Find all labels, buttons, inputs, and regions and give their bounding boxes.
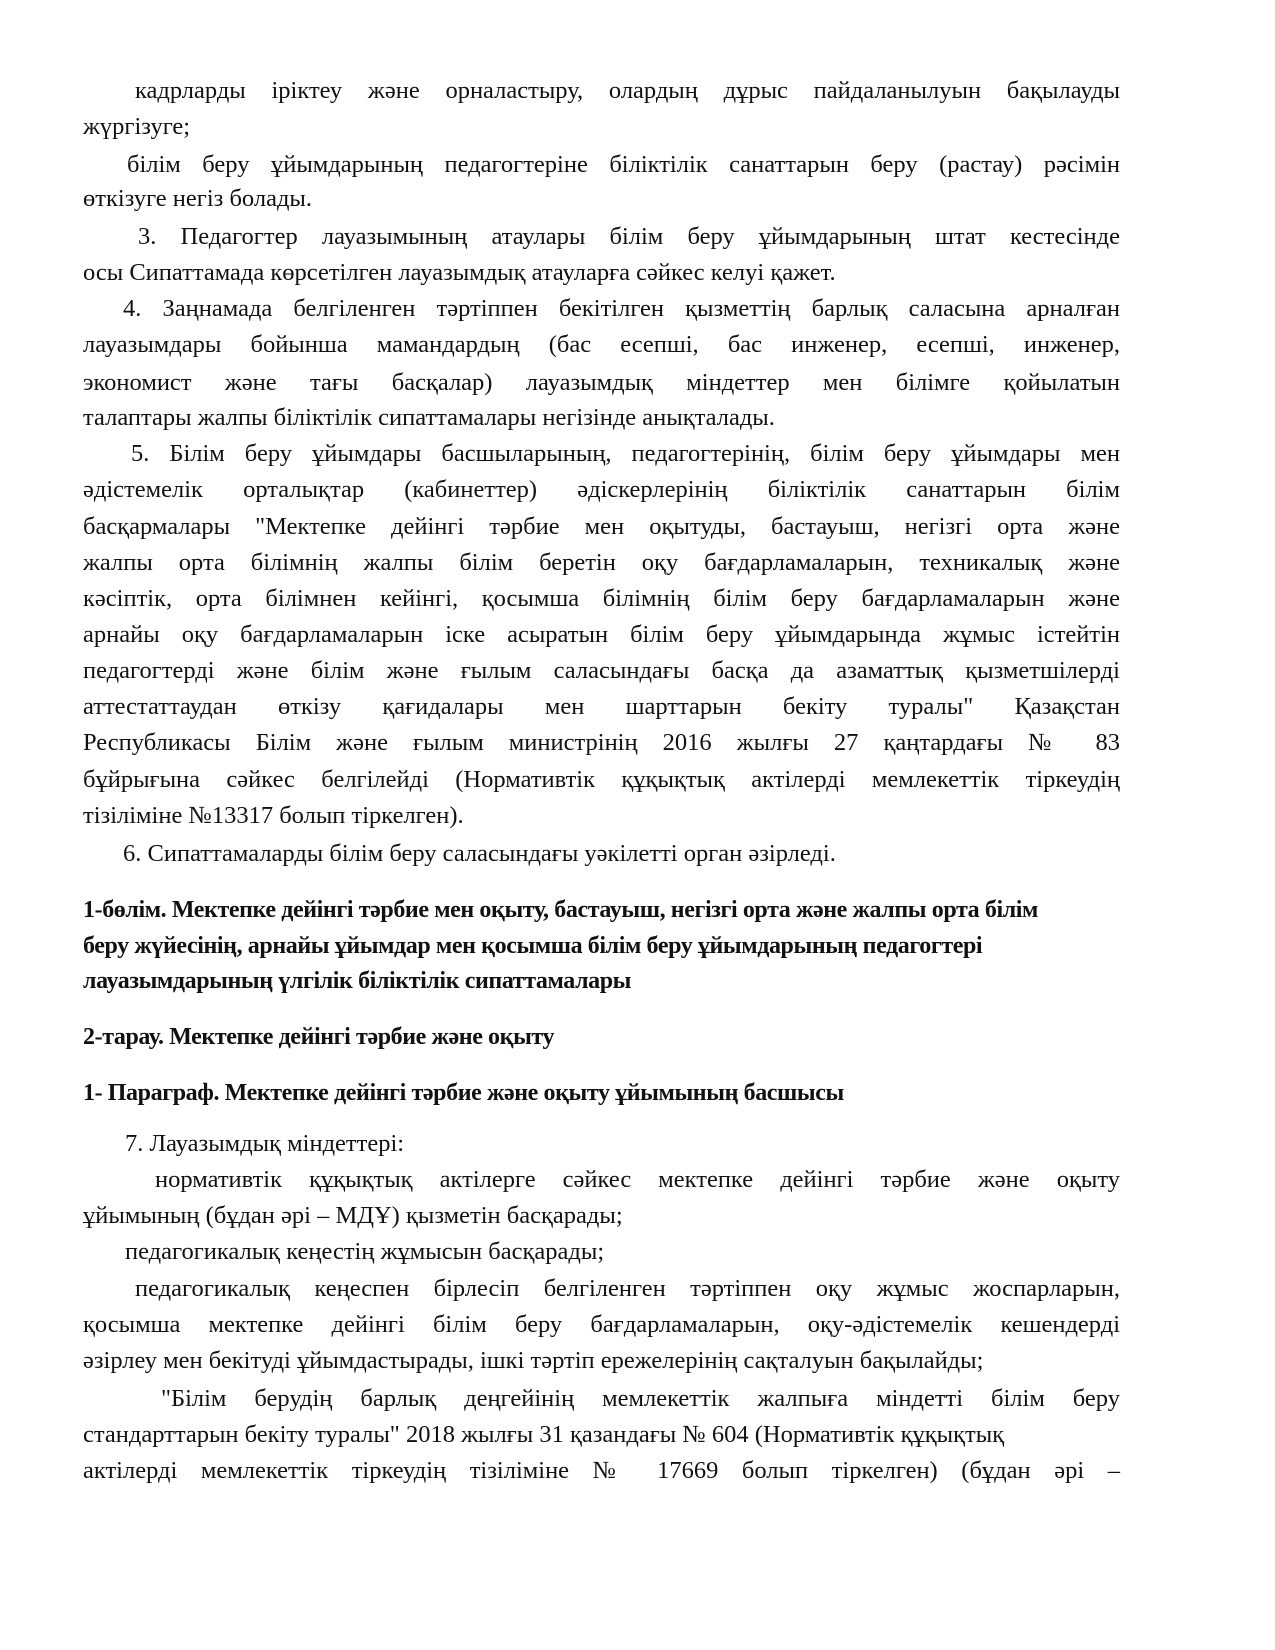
section-heading-line: 1- Параграф. Мектепке дейінгі тәрбие және оқыту ұйымының басшысы (83, 1080, 844, 1106)
duties-text-line: нормативтік құқықтық актілерге сәйкес мектепке дейінгі тәрбие және оқыту (155, 1166, 1120, 1193)
body-text-line: 5. Білім беру ұйымдары басшыларының, педагогтерінің, білім беру ұйымдары мен (131, 440, 1120, 467)
body-text-line: әдістемелік орталықтар (кабинеттер) әдіскерлерінің біліктілік санаттарын білім (83, 476, 1120, 503)
body-text-line: 6. Сипаттамаларды білім беру саласындағы уәкілетті орган әзірледі. (123, 840, 836, 867)
body-text-line: аттестаттаудан өткізу қағидалары мен шарттарын бекіту туралы" Қазақстан (83, 693, 1120, 720)
duties-text-line: "Білім берудің барлық деңгейінің мемлекеттік жалпыға міндетті білім беру (161, 1385, 1120, 1412)
duties-text-line: педагогикалық кеңеспен бірлесіп белгіленген тәртіппен оқу жұмыс жоспарларын, (135, 1275, 1120, 1302)
body-text-line: жүргізуге; (83, 113, 191, 140)
body-text-line: Республикасы Білім және ғылым министрінің 2016 жылғы 27 қаңтардағы № 83 (83, 729, 1120, 756)
body-text-line: жалпы орта білімнің жалпы білім беретін оқу бағдарламаларын, техникалық және (83, 549, 1120, 576)
body-text-line: арнайы оқу бағдарламаларын іске асыратын білім беру ұйымдарында жұмыс істейтін (83, 621, 1120, 648)
duties-text-line: педагогикалық кеңестің жұмысын басқарады; (125, 1238, 605, 1265)
section-heading-line: 1-бөлім. Мектепке дейінгі тәрбие мен оқыту, бастауыш, негізгі орта және жалпы орта білім (83, 897, 1038, 923)
body-text-line: бұйрығына сәйкес белгілейді (Нормативтік құқықтық актілерді мемлекеттік тіркеудің (83, 766, 1120, 793)
body-text-line: басқармалары "Мектепке дейінгі тәрбие мен оқытуды, бастауыш, негізгі орта және (83, 513, 1120, 540)
body-text-line: экономист және тағы басқалар) лауазымдық міндеттер мен білімге қойылатын (83, 369, 1120, 396)
section-heading-line: беру жүйесінің, арнайы ұйымдар мен қосымша білім беру ұйымдарының педагогтері (83, 933, 983, 959)
duties-text-line: 7. Лауазымдық міндеттері: (125, 1130, 405, 1157)
section-heading-line: лауазымдарының үлгілік біліктілік сипаттамалары (83, 968, 632, 994)
body-text-line: тізіліміне №13317 болып тіркелген). (83, 802, 464, 829)
body-text-line: педагогтерді және білім және ғылым саласындағы басқа да азаматтық қызметшілерді (83, 657, 1120, 684)
duties-text-line: актілерді мемлекеттік тіркеудің тізіліміне № 17669 болып тіркелген) (бұдан әрі – (83, 1457, 1120, 1484)
body-text-line: кәсіптік, орта білімнен кейінгі, қосымша білімнің білім беру бағдарламаларын және (83, 585, 1120, 612)
duties-text-line: ұйымының (бұдан әрі – МДҰ) қызметін басқарады; (83, 1202, 623, 1229)
duties-text-line: әзірлеу мен бекітуді ұйымдастырады, ішкі тәртіп ережелерінің сақталуын бақылайды; (83, 1347, 984, 1374)
body-text-line: 3. Педагогтер лауазымының атаулары білім беру ұйымдарының штат кестесінде (138, 223, 1120, 250)
body-text-line: білім беру ұйымдарының педагогтеріне біліктілік санаттарын беру (растау) рәсімін (127, 151, 1120, 178)
body-text-line: кадрларды іріктеу және орналастыру, олардың дұрыс пайдаланылуын бақылауды (135, 77, 1120, 104)
duties-text-line: қосымша мектепке дейінгі білім беру бағдарламаларын, оқу-әдістемелік кешендерді (83, 1311, 1120, 1338)
body-text-line: 4. Заңнамада белгіленген тәртіппен бекітілген қызметтің барлық саласына арналған (123, 295, 1120, 322)
body-text-line: өткізуге негіз болады. (83, 185, 312, 212)
body-text-line: талаптары жалпы біліктілік сипаттамалары негізінде анықталады. (83, 404, 775, 431)
duties-text-line: стандарттарын бекіту туралы" 2018 жылғы 31 қазандағы № 604 (Нормативтік құқықтық (83, 1421, 1005, 1448)
body-text-line: лауазымдары бойынша мамандардың (бас есепші, бас инженер, есепші, инженер, (83, 331, 1120, 358)
section-heading-line: 2-тарау. Мектепке дейінгі тәрбие және оқыту (83, 1024, 555, 1050)
body-text-line: осы Сипаттамада көрсетілген лауазымдық атауларға сәйкес келуі қажет. (83, 259, 836, 286)
